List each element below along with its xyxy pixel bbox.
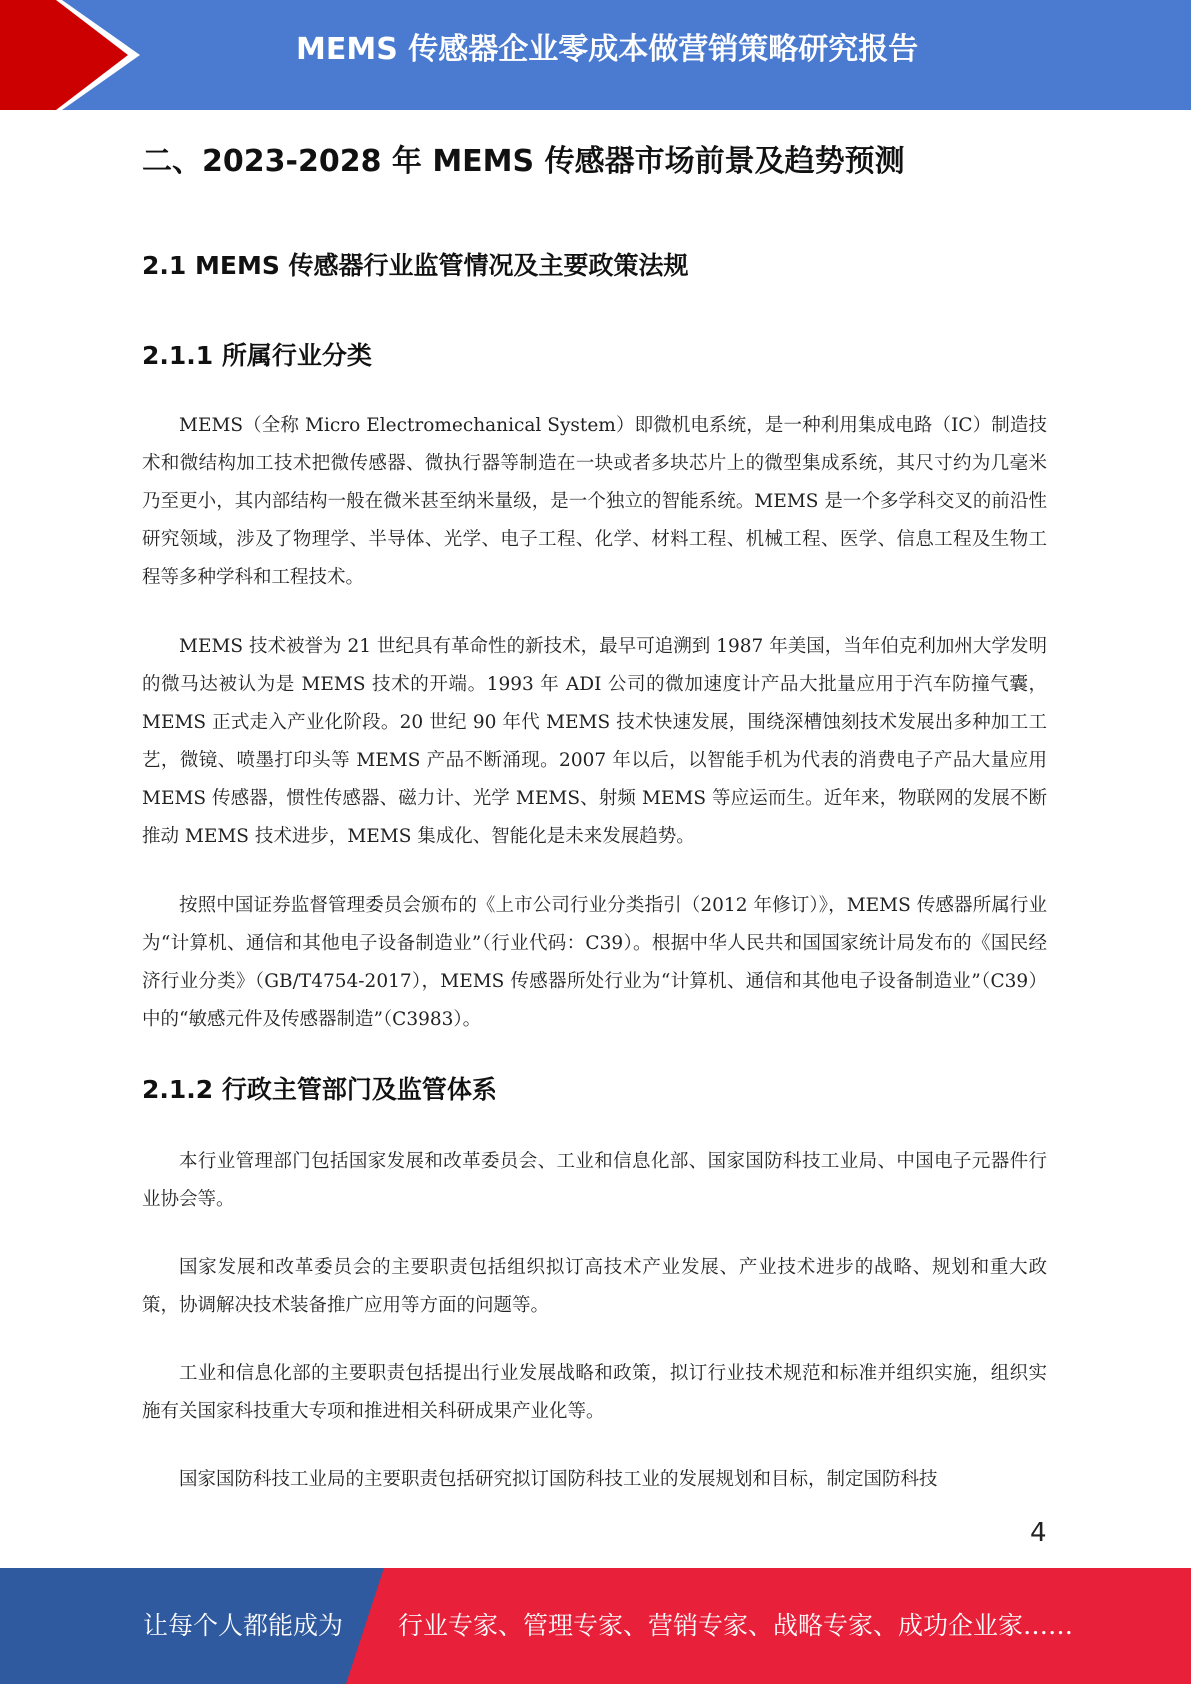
header-band bbox=[0, 0, 1191, 110]
paragraph: 工业和信息化部的主要职责包括提出行业发展战略和政策，拟订行业技术规范和标准并组织实施，组织实施有关国家科技重大专项和推进相关科研成果产业化等。 bbox=[142, 1363, 1047, 1422]
footer-slogan-left: 让每个人都能成为 bbox=[143, 1611, 344, 1640]
section-title-2-1-2: 2.1.2 行政主管部门及监管体系 bbox=[142, 1075, 497, 1104]
section-title-2-1-1: 2.1.1 所属行业分类 bbox=[142, 341, 372, 370]
paragraph: 本行业管理部门包括国家发展和改革委员会、工业和信息化部、国家国防科技工业局、中国电子元器件行业协会等。 bbox=[142, 1151, 1047, 1210]
paragraph: 按照中国证券监督管理委员会颁布的《上市公司行业分类指引（2012 年修订）》，MEMS 传感器所属行业为“计算机、通信和其他电子设备制造业”（行业代码：C39）。根据中华人民共和国国家统计局发布的《国民经济行业分类》（GB/T4754-2017），MEMS 传感器所处行业为“计算机、通信和其他电子设备制造业”（C39）中的“敏感元件及传感器制造”（C3983）。 bbox=[142, 895, 1047, 1030]
page-number: 4 bbox=[1030, 1518, 1047, 1548]
paragraph: MEMS 技术被誉为 21 世纪具有革命性的新技术，最早可追溯到 1987 年美国，当年伯克利加州大学发明的微马达被认为是 MEMS 技术的开端。1993 年 ADI 公司的微加速度计产品大批量应用于汽车防撞气囊，MEMS 正式走入产业化阶段。20 世纪 90 年代 MEMS 技术快速发展，围绕深槽蚀刻技术发展出多种加工工艺，微镜、喷墨打印头等 MEMS 产品不断涌现。2007 年以后，以智能手机为代表的消费电子产品大量应用 MEMS 传感器，惯性传感器、磁力计、光学 MEMS、射频 MEMS 等应运而生。近年来，物联网的发展不断推动 MEMS 技术进步，MEMS 集成化、智能化是未来发展趋势。 bbox=[142, 636, 1047, 847]
paragraph: MEMS（全称 Micro Electromechanical System）即微机电系统，是一种利用集成电路（IC）制造技术和微结构加工技术把微传感器、微执行器等制造在一块或者多块芯片上的微型集成系统，其尺寸约为几毫米乃至更小，其内部结构一般在微米甚至纳米量级，是一个独立的智能系统。MEMS 是一个多学科交叉的前沿性研究领域，涉及了物理学、半导体、光学、电子工程、化学、材料工程、机械工程、医学、信息工程及生物工程等多种学科和工程技术。 bbox=[142, 415, 1047, 588]
chapter-title: 二、2023-2028 年 MEMS 传感器市场前景及趋势预测 bbox=[142, 144, 905, 179]
footer-band bbox=[0, 1568, 1191, 1684]
paragraph: 国家国防科技工业局的主要职责包括研究拟订国防科技工业的发展规划和目标，制定国防科技 bbox=[179, 1469, 938, 1490]
section-title-2-1: 2.1 MEMS 传感器行业监管情况及主要政策法规 bbox=[142, 251, 689, 280]
header-arrow-icon bbox=[0, 0, 160, 110]
report-title: MEMS 传感器企业零成本做营销策略研究报告 bbox=[296, 32, 919, 67]
footer-slogan-right: 行业专家、管理专家、营销专家、战略专家、成功企业家…… bbox=[398, 1611, 1074, 1640]
paragraph: 国家发展和改革委员会的主要职责包括组织拟订高技术产业发展、产业技术进步的战略、规划和重大政策，协调解决技术装备推广应用等方面的问题等。 bbox=[142, 1257, 1047, 1316]
